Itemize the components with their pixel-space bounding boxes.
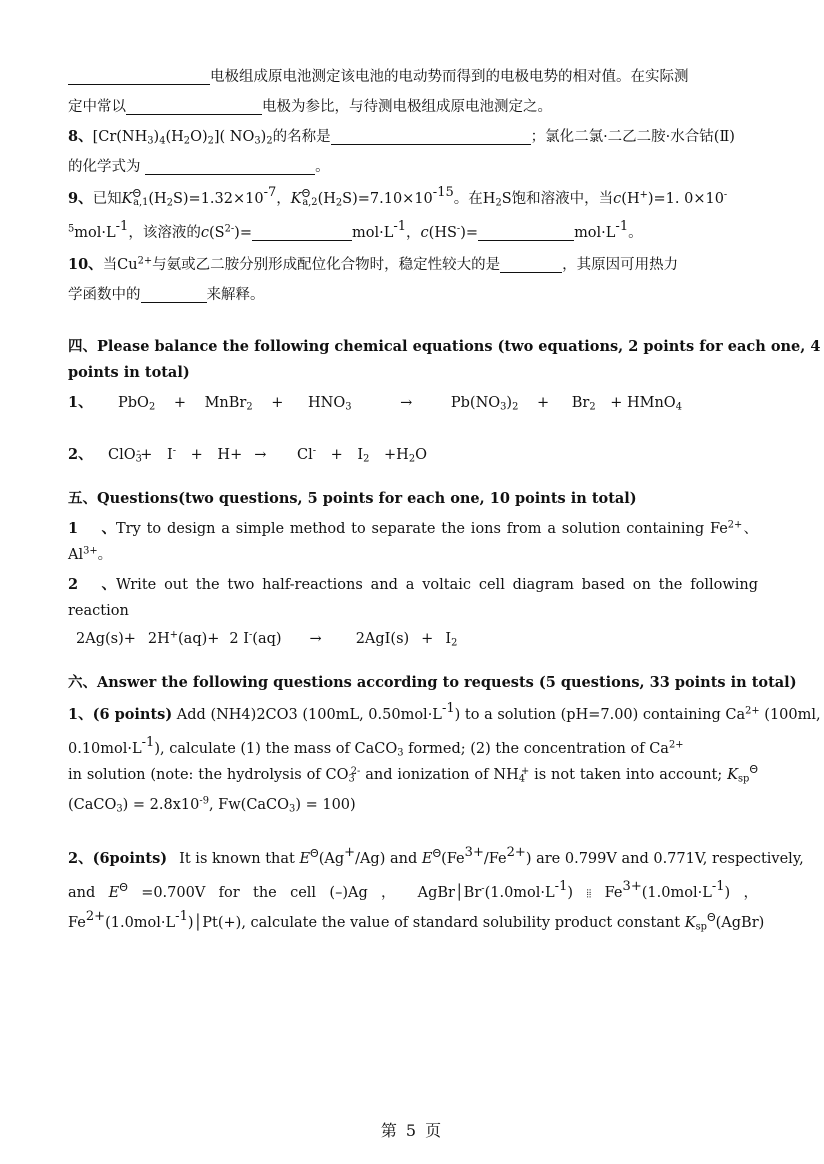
reaction-arrow: → bbox=[309, 631, 322, 647]
section-4-heading: 四、Please balance the following chemical equations (two equations, 2 points for each one, 4 bbox=[68, 338, 821, 355]
section-5-question-1: 1、Try to design a simple method to separate the ions from a solution containing $Fe^{2+}$、 bbox=[68, 519, 758, 537]
complex-formula: $[Cr(NH_3)_4(H_2O)_2]$( $NO_3)_2$ bbox=[92, 129, 273, 147]
section-6-question-1-line-1: 1、(6 points) Add (NH4)2CO3 (100mL, $0.50mol\cdot L^{-1}$) to a solution (pH=7.00) containing $Ca^{2+}$ (100ml, bbox=[68, 700, 821, 723]
question-8-line-2 bbox=[68, 152, 758, 182]
section-6-question-1-line-3: in solution (note: the hydrolysis of $CO_3^{2-}$ and ionization of $NH_4^+$ is not taken into account; $K_{sp}^\Theta$ bbox=[68, 762, 758, 785]
theta-icon: Θ bbox=[749, 762, 758, 776]
text: 的名称是 bbox=[272, 129, 331, 145]
reaction-arrow: → bbox=[254, 447, 267, 463]
section-6-heading: 六、Answer the following questions according to requests (5 questions, 33 points in total) bbox=[68, 674, 797, 691]
section-6-question-1-line-4: (CaCO$_3$) = $2.8x10^{-9}$, Fw(CaCO$_3$) = 100) bbox=[68, 795, 356, 815]
text: 电极组成原电池测定该电池的电动势而得到的电极电势的相对值。在实际测 bbox=[210, 69, 689, 85]
question-7-continued-line-1 bbox=[68, 62, 758, 92]
question-9-line-1: 9、已知$K^\Theta_{a,1}(H_2S)=1.32\times 10^{-7}$，$K^\Theta_{a,2}(H_2S)=7.10\times 10^{-15}$。在$H_2S$饱和溶液中，当c(H+)=1. 0×10- bbox=[68, 184, 728, 209]
answer-blank[interactable] bbox=[68, 66, 210, 85]
answer-blank[interactable] bbox=[145, 156, 315, 175]
reaction-equation: 2Ag(s)+ 2H+(aq)+ 2 $I^-(aq) \to 2AgI(s) + I_2$ bbox=[76, 629, 458, 649]
question-7-continued-line-2 bbox=[68, 92, 758, 122]
section-6-question-2-line-2: and $E^\Theta =0.700V$ for the cell (–)Ag ， $AgBr│Br^-(1.0mol\cdot L^{-1})$ ⦙⦙ $Fe^{3+}(1.0mol\cdot L^{-1})$ ， bbox=[68, 878, 758, 901]
salt-bridge-icon: ⦙⦙ bbox=[586, 887, 592, 900]
theta-icon: Θ bbox=[132, 186, 142, 200]
answer-blank[interactable] bbox=[500, 254, 562, 273]
question-10-line-2: 学函数中的 来解释。 bbox=[68, 280, 758, 310]
text: 定中常以 bbox=[68, 99, 126, 115]
equation-1: 1、 PbO$_2$ + MnBr$_2$ + $HNO_3 \to Pb(NO_3)_2 + Br_2$ + HMnO$_4$ bbox=[68, 394, 682, 413]
section-6-question-2-line-3: $Fe^{2+}(1.0mol\cdot L^{-1})│Pt(+)$, calculate the value of standard solubility product constant $K_{sp}^\Theta(AgBr)$ bbox=[68, 908, 765, 933]
answer-blank[interactable] bbox=[126, 96, 262, 115]
section-5-question-2: 2、Write out the two half-reactions and a voltaic cell diagram based on the following bbox=[68, 576, 758, 593]
section-5-heading: 五、Questions(two questions, 5 points for each one, 10 points in total) bbox=[68, 490, 637, 507]
ka-symbol: K bbox=[121, 191, 133, 207]
question-number: 8、 bbox=[68, 128, 93, 145]
text: ；氯化二氯·二乙二胺·水合钴(Ⅱ) bbox=[530, 129, 735, 145]
text: 电极为参比，与待测电极组成原电池测定之。 bbox=[262, 99, 552, 115]
answer-blank[interactable] bbox=[141, 284, 207, 303]
answer-blank[interactable] bbox=[252, 222, 352, 241]
question-9-line-2: $^5mol\cdot L^{-1}$，该溶液的$c(S^{2-})= mol\cdot L^{-1}$，$c(HS^-)= mol\cdot L^{-1}$。 bbox=[68, 218, 643, 241]
answer-blank[interactable] bbox=[478, 222, 574, 241]
section-4-heading-cont: points in total) bbox=[68, 364, 190, 381]
section-6-question-2-line-1: 2、(6points) It is known that $E^\Theta(Ag^+/Ag)$ and $E^\Theta(Fe^{3+}/Fe^{2+})$ are 0.799V and 0.771V, respectively, bbox=[68, 844, 804, 867]
answer-blank[interactable] bbox=[331, 126, 531, 145]
theta-icon: Θ bbox=[310, 846, 319, 860]
text: 。 bbox=[315, 159, 330, 175]
question-number: 10、 bbox=[68, 256, 103, 273]
section-6-question-1-line-2: $0.10mol\cdot L^{-1}$), calculate (1) the mass of CaCO$_3$ formed; (2) the concentration of $Ca^{2+}$ bbox=[68, 734, 684, 759]
text: 的化学式为 bbox=[68, 159, 141, 175]
equation-2: 2、 $ClO_3^-+ I^- + H+ \to Cl^- + I_2 +H_2O$ bbox=[68, 445, 427, 465]
exam-page bbox=[68, 62, 821, 940]
question-number: 9、 bbox=[68, 190, 93, 207]
question-10-line-1: 10、当$Cu^{2+}$与氨或乙二胺分别形成配位化合物时，稳定性较大的是 ，其原因可用热力 bbox=[68, 255, 679, 273]
section-5-question-2-cont: reaction bbox=[68, 603, 129, 619]
reaction-arrow: → bbox=[400, 395, 413, 411]
page-number: 第 5 页 bbox=[380, 1121, 444, 1140]
section-5-question-1-cont: $Al^{3+}$。 bbox=[68, 545, 113, 563]
question-8-line-1 bbox=[68, 122, 758, 152]
